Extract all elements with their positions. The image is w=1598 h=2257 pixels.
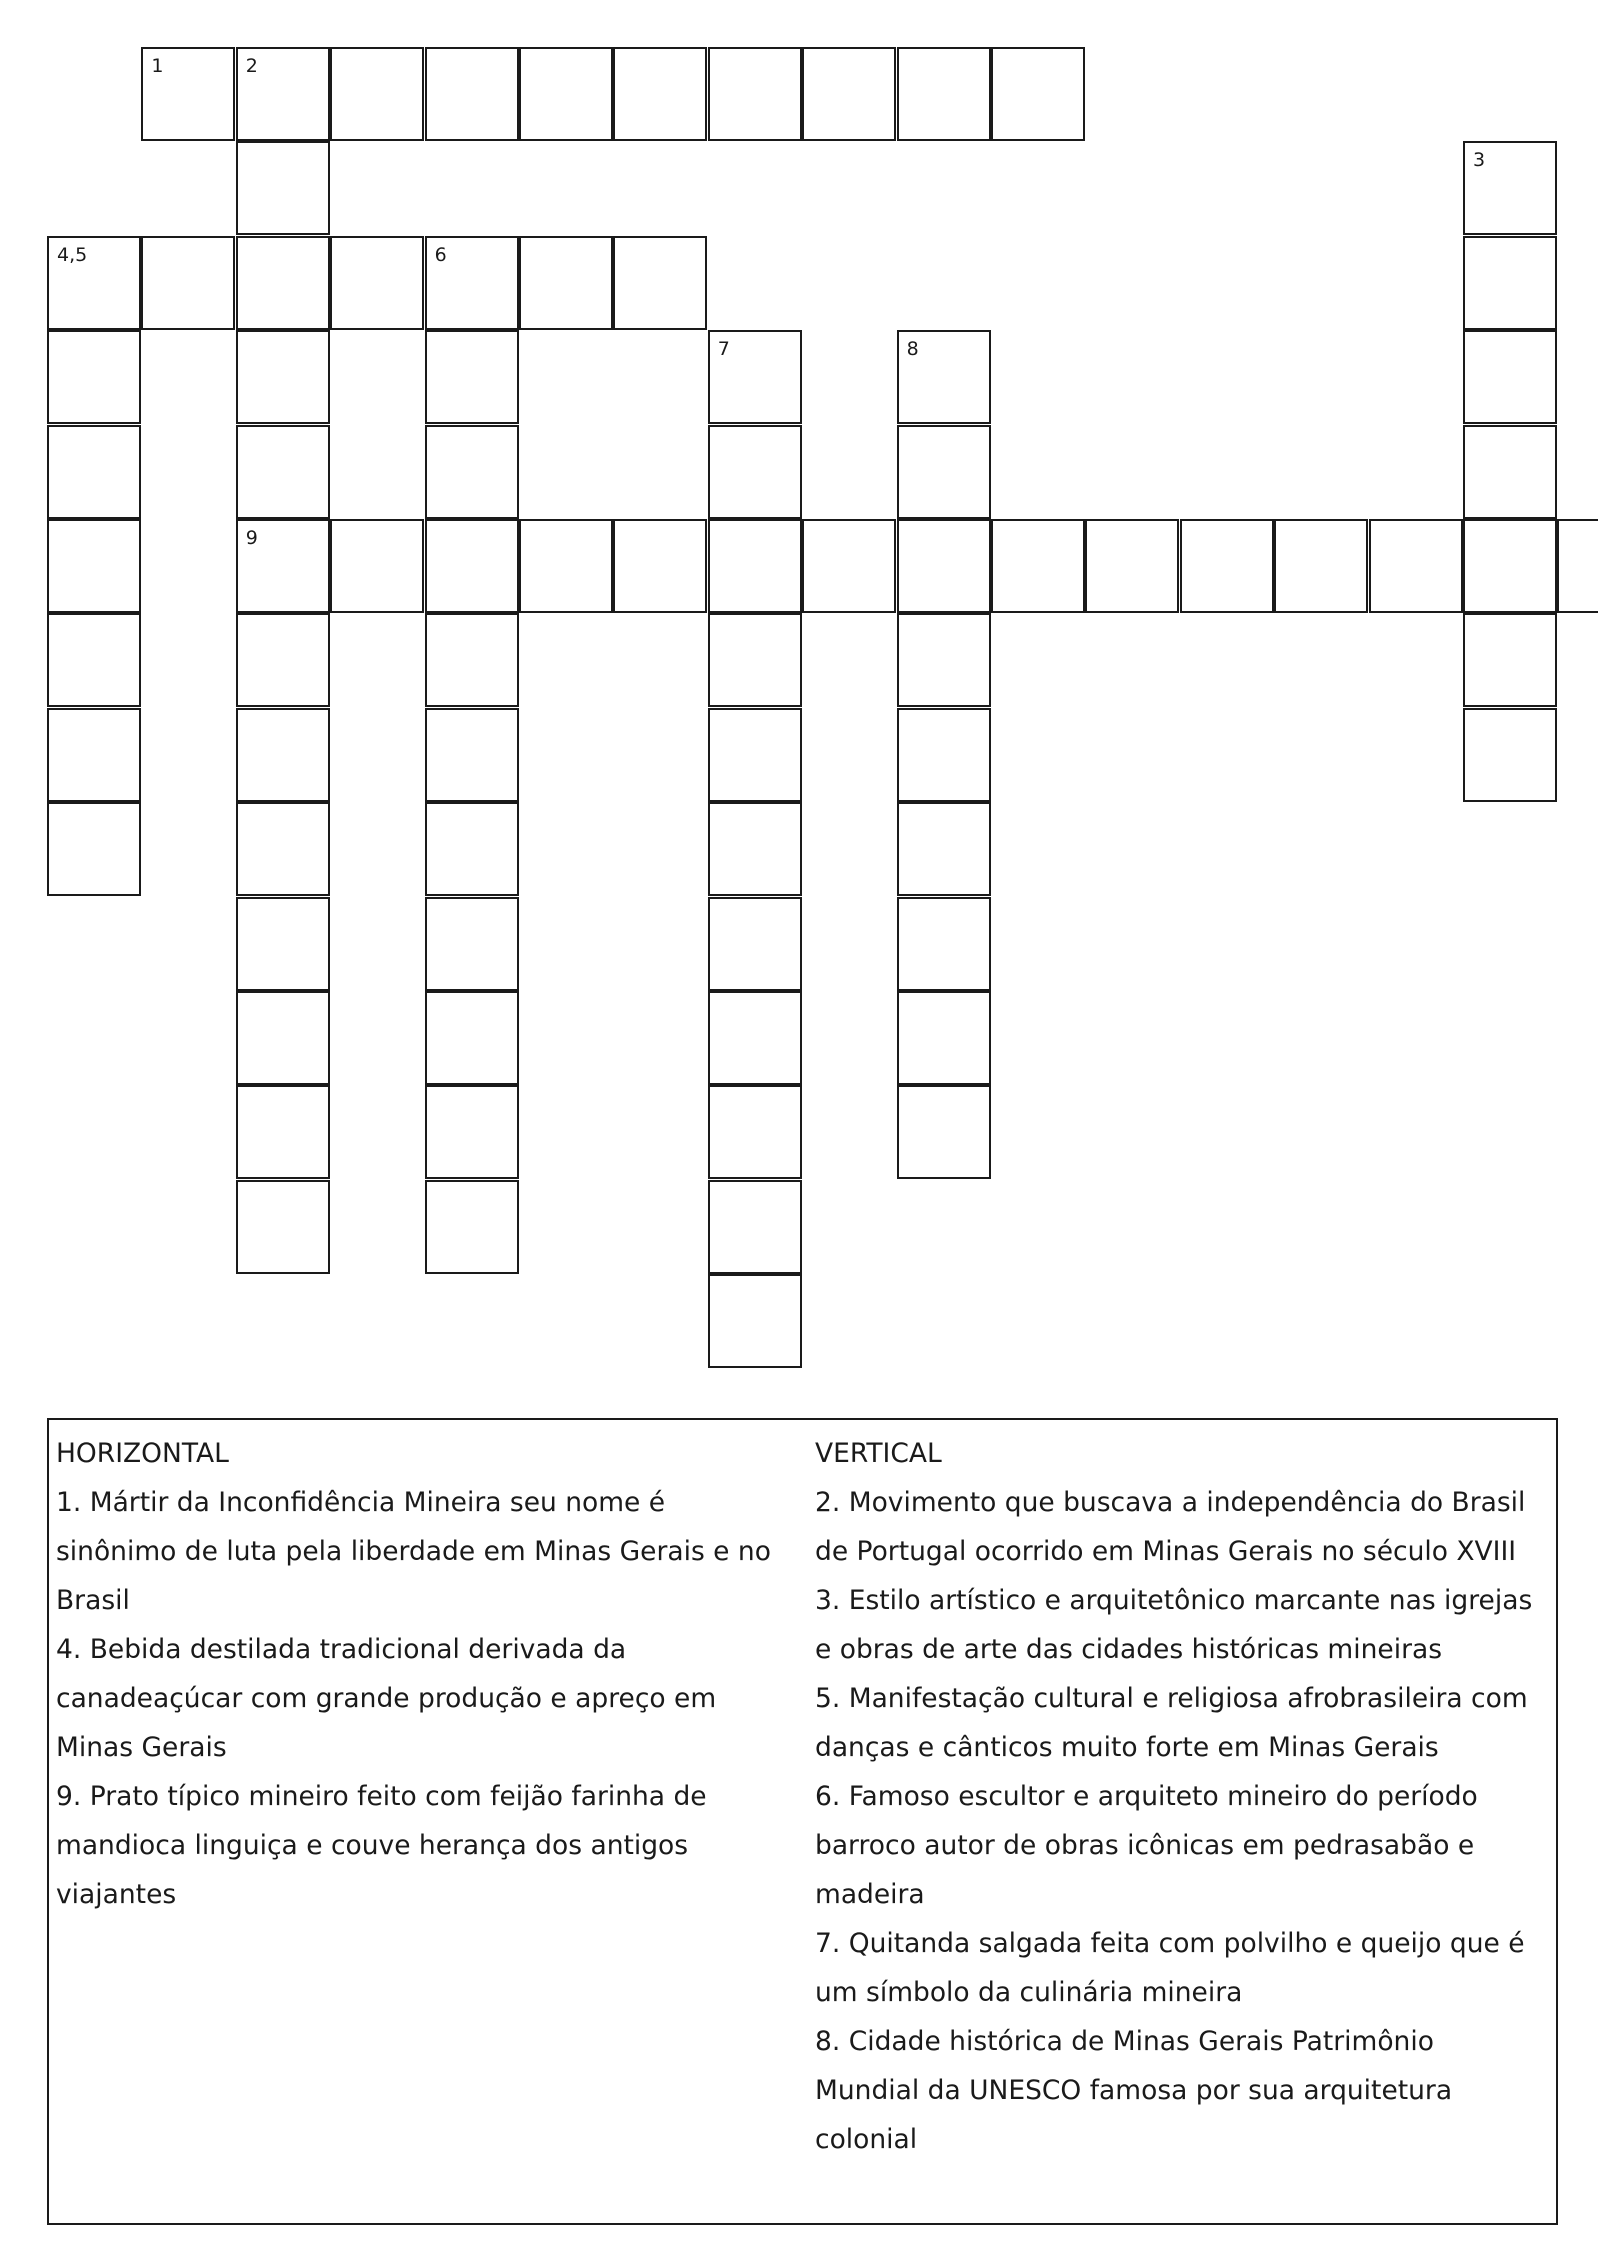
- grid-cell[interactable]: [236, 236, 330, 330]
- grid-cell[interactable]: [613, 236, 707, 330]
- grid-cell[interactable]: [897, 47, 991, 141]
- clue-line: 4. Bebida destilada tradicional derivada da: [56, 1634, 627, 1665]
- grid-cell[interactable]: [1463, 519, 1557, 613]
- grid-cell[interactable]: [708, 897, 802, 991]
- clues-box: [47, 1418, 1558, 2225]
- vertical-clues: [815, 1429, 1555, 2164]
- grid-cell[interactable]: [991, 519, 1085, 613]
- grid-cell[interactable]: [425, 1085, 519, 1179]
- grid-cell[interactable]: [425, 708, 519, 802]
- grid-cell[interactable]: [708, 802, 802, 896]
- grid-cell[interactable]: [236, 519, 330, 613]
- grid-cell[interactable]: [425, 1180, 519, 1274]
- clue-number: 6: [434, 243, 447, 266]
- grid-cell[interactable]: [236, 613, 330, 707]
- clue-line: sinônimo de luta pela liberdade em Minas Gerais e no: [56, 1536, 771, 1567]
- grid-cell[interactable]: [1463, 330, 1557, 424]
- grid-cell[interactable]: [236, 1180, 330, 1274]
- grid-cell[interactable]: [897, 519, 991, 613]
- grid-cell[interactable]: [236, 141, 330, 235]
- clue-number: 9: [245, 527, 258, 549]
- grid-cell[interactable]: [897, 897, 991, 991]
- grid-cell[interactable]: [47, 708, 141, 802]
- clue-line: danças e cânticos muito forte em Minas Gerais: [815, 1732, 1439, 1763]
- grid-cell[interactable]: [330, 519, 424, 613]
- grid-cell[interactable]: [1369, 519, 1463, 613]
- clue-line: 2. Movimento que buscava a independência do Brasil: [815, 1487, 1526, 1518]
- grid-cell[interactable]: [425, 802, 519, 896]
- clue-line: viajantes: [56, 1879, 177, 1910]
- clue-line: e obras de arte das cidades históricas mineiras: [815, 1634, 1443, 1665]
- grid-cell[interactable]: [236, 991, 330, 1085]
- grid-cell[interactable]: [708, 1180, 802, 1274]
- grid-cell[interactable]: [141, 236, 235, 330]
- grid-cell[interactable]: [425, 425, 519, 519]
- grid-cell[interactable]: [802, 47, 896, 141]
- clue-line: Brasil: [56, 1585, 130, 1616]
- clue-number: 2: [245, 55, 258, 77]
- clue-line: 5. Manifestação cultural e religiosa afrobrasileira com: [815, 1683, 1528, 1714]
- grid-cell[interactable]: [1085, 519, 1179, 613]
- clue-number: 1: [151, 55, 164, 77]
- grid-cell[interactable]: [802, 519, 896, 613]
- grid-cell[interactable]: [141, 47, 235, 141]
- grid-cell[interactable]: [236, 897, 330, 991]
- grid-cell[interactable]: [897, 330, 991, 424]
- grid-cell[interactable]: [519, 519, 613, 613]
- grid-cell[interactable]: [47, 613, 141, 707]
- grid-cell[interactable]: [1463, 236, 1557, 330]
- clue-number: 8: [906, 338, 919, 361]
- grid-cell[interactable]: [425, 330, 519, 424]
- grid-cell[interactable]: [1180, 519, 1274, 613]
- grid-cell[interactable]: [708, 519, 802, 613]
- grid-cell[interactable]: [236, 425, 330, 519]
- grid-cell[interactable]: [708, 613, 802, 707]
- grid-cell[interactable]: [236, 802, 330, 896]
- vertical-heading: VERTICAL: [815, 1438, 942, 1469]
- grid-cell[interactable]: [330, 236, 424, 330]
- grid-cell[interactable]: [47, 236, 141, 330]
- clue-line: de Portugal ocorrido em Minas Gerais no século XVIII: [815, 1536, 1517, 1567]
- grid-cell[interactable]: [425, 897, 519, 991]
- grid-cell[interactable]: [708, 1274, 802, 1368]
- grid-cell[interactable]: [47, 425, 141, 519]
- grid-cell[interactable]: [708, 708, 802, 802]
- grid-cell[interactable]: [708, 425, 802, 519]
- grid-cell[interactable]: [897, 802, 991, 896]
- grid-cell[interactable]: [897, 991, 991, 1085]
- grid-cell[interactable]: [236, 330, 330, 424]
- clue-line: Mundial da UNESCO famosa por sua arquitetura: [815, 2075, 1453, 2106]
- grid-cell[interactable]: [1463, 141, 1557, 235]
- clue-line: madeira: [815, 1879, 925, 1910]
- grid-cell[interactable]: [708, 991, 802, 1085]
- grid-cell[interactable]: [991, 47, 1085, 141]
- grid-cell[interactable]: [613, 47, 707, 141]
- grid-cell[interactable]: [897, 613, 991, 707]
- clue-number: 7: [717, 338, 730, 361]
- grid-cell[interactable]: [47, 802, 141, 896]
- grid-cell[interactable]: [1463, 425, 1557, 519]
- grid-cell[interactable]: [1463, 708, 1557, 802]
- clue-line: canadeaçúcar com grande produção e apreço em: [56, 1683, 717, 1714]
- grid-cell[interactable]: [1463, 613, 1557, 707]
- clue-number: 4,5: [57, 243, 88, 266]
- clue-line: 1. Mártir da Inconfidência Mineira seu nome é: [56, 1487, 666, 1518]
- grid-cell[interactable]: [897, 1085, 991, 1179]
- clue-line: Minas Gerais: [56, 1732, 227, 1763]
- clue-line: mandioca linguiça e couve herança dos antigos: [56, 1830, 689, 1861]
- grid-cell[interactable]: [425, 519, 519, 613]
- grid-cell[interactable]: [897, 708, 991, 802]
- grid-cell[interactable]: [708, 330, 802, 424]
- grid-cell[interactable]: [425, 613, 519, 707]
- clue-line: 7. Quitanda salgada feita com polvilho e queijo que é: [815, 1928, 1525, 1959]
- grid-cell[interactable]: [236, 708, 330, 802]
- grid-cell[interactable]: [425, 47, 519, 141]
- clue-line: 3. Estilo artístico e arquitetônico marcante nas igrejas: [815, 1585, 1533, 1616]
- clue-line: um símbolo da culinária mineira: [815, 1977, 1243, 2008]
- grid-cell[interactable]: [236, 1085, 330, 1179]
- grid-cell[interactable]: [519, 47, 613, 141]
- grid-cell[interactable]: [330, 47, 424, 141]
- grid-cell[interactable]: [1274, 519, 1368, 613]
- grid-cell[interactable]: [47, 330, 141, 424]
- clue-line: colonial: [815, 2124, 918, 2155]
- grid-cell[interactable]: [708, 1085, 802, 1179]
- grid-cell[interactable]: [613, 519, 707, 613]
- clue-line: 9. Prato típico mineiro feito com feijão farinha de: [56, 1781, 707, 1812]
- grid-cell[interactable]: [425, 236, 519, 330]
- grid-cell[interactable]: [519, 236, 613, 330]
- horizontal-heading: HORIZONTAL: [56, 1438, 229, 1469]
- clue-number: 3: [1473, 149, 1486, 172]
- clue-line: 6. Famoso escultor e arquiteto mineiro do período: [815, 1781, 1478, 1812]
- grid-cell[interactable]: [708, 47, 802, 141]
- grid-cell[interactable]: [425, 991, 519, 1085]
- grid-cell[interactable]: [236, 47, 330, 141]
- grid-cell[interactable]: [897, 425, 991, 519]
- grid-cell[interactable]: [47, 519, 141, 613]
- horizontal-clues: [56, 1429, 831, 1919]
- clue-line: 8. Cidade histórica de Minas Gerais Patrimônio: [815, 2026, 1434, 2057]
- grid-cell[interactable]: [1557, 519, 1598, 613]
- clue-line: barroco autor de obras icônicas em pedrasabão e: [815, 1830, 1475, 1861]
